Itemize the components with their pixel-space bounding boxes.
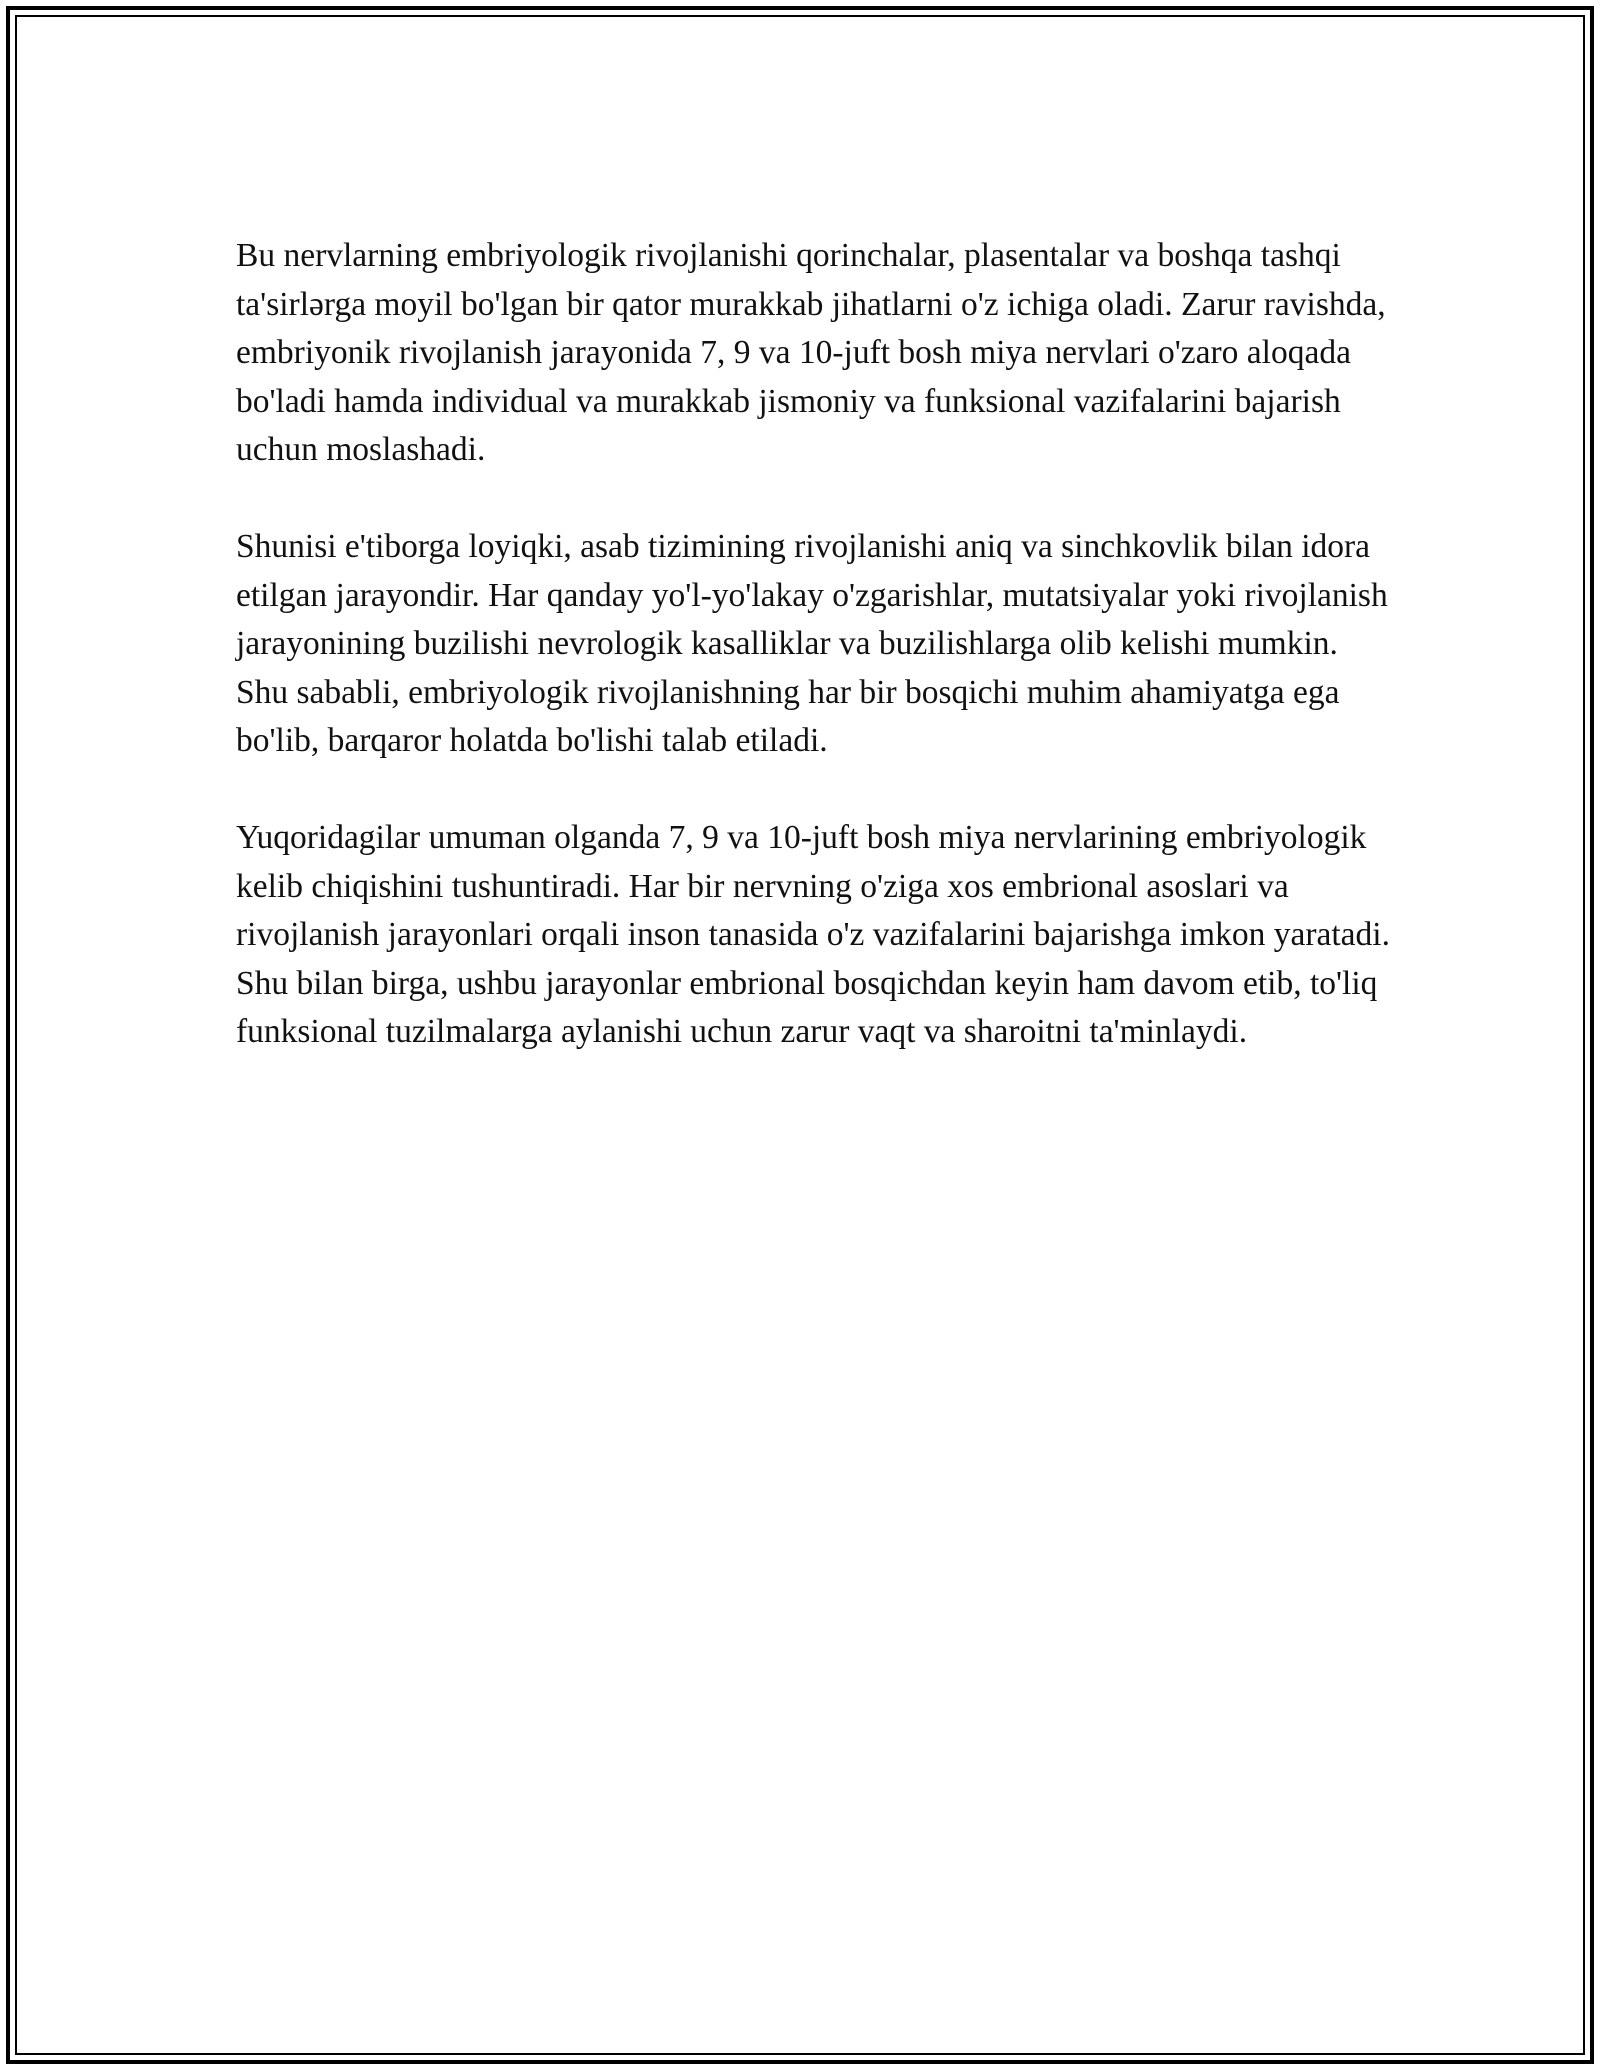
paragraph-2: Shunisi e'tiborga loyiqki, asab tizimining rivojlanishi aniq va sinchkovlik bilan idora etilgan jarayondir. Har qanday yo'l-yo'lakay o'zgarishlar, mutatsiyalar yoki rivojlanish jarayonining buzilishi nevrologik kasalliklar va buzilishlarga olib kelishi mumkin. Shu sababli, embriyologik rivojlanishning har bir bosqichi muhim ahamiyatga ega bo'lib, barqaror holatda bo'lishi talab etiladi. — [236, 528, 1388, 759]
document-body — [236, 232, 1396, 1057]
paragraph-1: Bu nervlarning embriyologik rivojlanishi qorinchalar, plasentalar va boshqa tashqi ta'sirlərga moyil bo'lgan bir qator murakkab jihatlarni o'z ichiga oladi. Zarur ravishda, embriyonik rivojlanish jarayonida 7, 9 va 10-juft bosh miya nervlari o'zaro aloqada bo'ladi hamda individual va murakkab jismoniy va funksional vazifalarini bajarish uchun moslashadi. — [236, 237, 1386, 468]
paragraph-3: Yuqoridagilar umuman olganda 7, 9 va 10-juft bosh miya nervlarining embriyologik kelib chiqishini tushuntiradi. Har bir nervning o'ziga xos embrional asoslari va rivojlanish jarayonlari orqali inson tanasida o'z vazifalarini bajarishga imkon yaratadi. Shu bilan birga, ushbu jarayonlar embrional bosqichdan keyin ham davom etib, to'liq funksional tuzilmalarga aylanishi uchun zarur vaqt va sharoitni ta'minlaydi. — [236, 819, 1390, 1050]
